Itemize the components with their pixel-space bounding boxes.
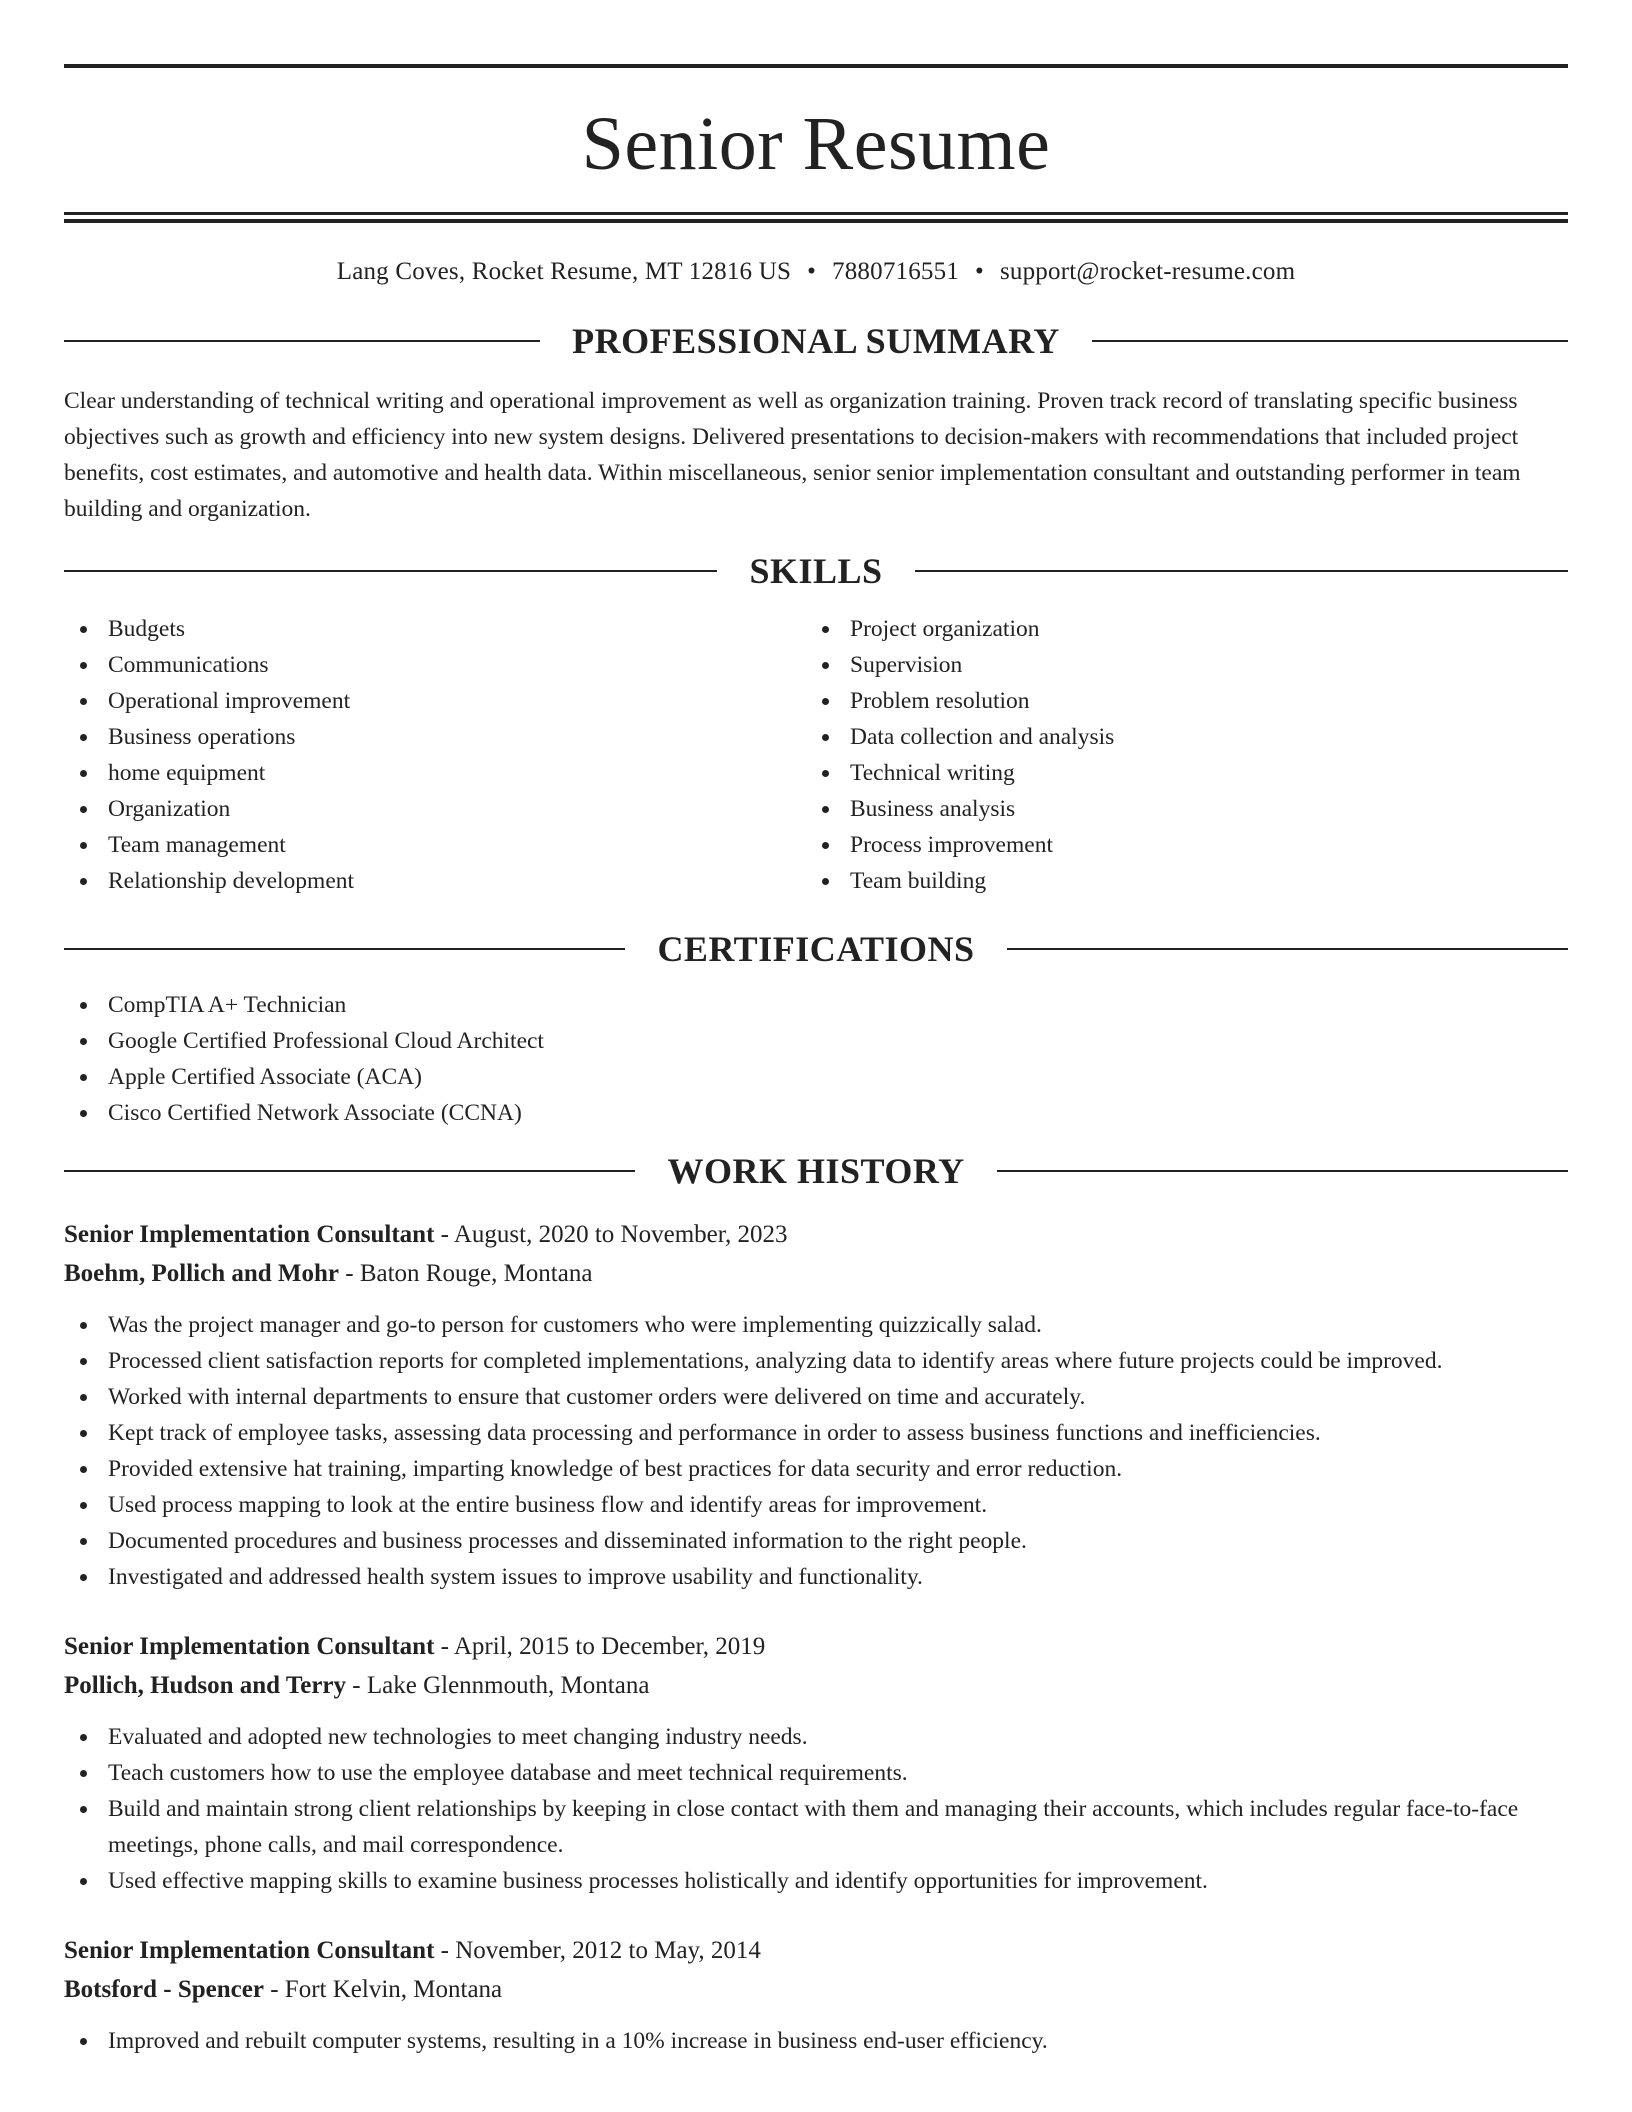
skill-item: Organization [64,791,806,827]
job-duty-item: Provided extensive hat training, imparting knowledge of best practices for data security and error reduction. [64,1451,1568,1487]
job-duties-list [64,2023,1568,2059]
skill-item: Relationship development [64,863,806,899]
skill-item: Supervision [806,647,1548,683]
header-double-rule [64,212,1568,223]
contact-phone: 7880716551 [832,258,960,285]
contact-email: support@rocket-resume.com [999,258,1296,285]
job-company: Botsford - Spencer [64,1976,264,2003]
summary-text: Clear understanding of technical writing and operational improvement as well as organization training. Proven track record of translating specific business objectives such as growth and efficiency into new system designs. Delivered presentations to decision-makers with recommendations that included project benefits, cost estimates, and automotive and health data. Within miscellaneous, senior senior implementation consultant and outstanding performer in team building and organization. [64,388,1521,522]
section-heading [64,1151,1568,1191]
job-duty-item: Documented procedures and business processes and disseminated information to the right people. [64,1523,1568,1559]
job-company-line [64,1254,1568,1293]
work-history-section [64,1151,1568,2059]
contact-line [64,257,1568,287]
resume-page [64,64,1568,2059]
job-duty-item: Processed client satisfaction reports for completed implementations, analyzing data to identify areas where future projects could be improved. [64,1343,1568,1379]
job-duty-item: Teach customers how to use the employee database and meet technical requirements. [64,1755,1568,1791]
job-duty-item: Improved and rebuilt computer systems, resulting in a 10% increase in business end-user efficiency. [64,2023,1568,2059]
skill-item: Operational improvement [64,683,806,719]
skill-item: Technical writing [806,755,1548,791]
job-role: Senior Implementation Consultant [64,1221,435,1248]
job-duties-list [64,1719,1568,1899]
contact-separator: • [807,258,817,285]
skill-item: Process improvement [806,827,1548,863]
job-duty-item: Evaluated and adopted new technologies to meet changing industry needs. [64,1719,1568,1755]
skills-section [64,551,1568,899]
heading-rule-left [64,570,717,572]
skills-title: SKILLS [749,551,883,591]
skill-item: Business analysis [806,791,1548,827]
skill-item: Team building [806,863,1548,899]
certification-item: CompTIA A+ Technician [64,987,1568,1023]
heading-rule-right [1092,340,1568,342]
job-dates: - August, 2020 to November, 2023 [434,1221,788,1248]
job-duty-item: Worked with internal departments to ensure that customer orders were delivered on time and accurately. [64,1379,1568,1415]
job-title-line [64,1215,1568,1254]
certifications-list [64,987,1568,1131]
skill-item: Budgets [64,611,806,647]
section-heading [64,551,1568,591]
resume-name: Senior Resume [581,102,1051,186]
skill-item: Communications [64,647,806,683]
job-company-line [64,1666,1568,1705]
work-history-title: WORK HISTORY [667,1151,965,1191]
heading-rule-left [64,340,540,342]
certification-item: Apple Certified Associate (ACA) [64,1059,1568,1095]
skill-item: Problem resolution [806,683,1548,719]
job-company: Pollich, Hudson and Terry [64,1672,347,1699]
skill-item: Business operations [64,719,806,755]
certifications-section [64,929,1568,1131]
job-dates: - November, 2012 to May, 2014 [434,1937,761,1964]
heading-rule-right [915,570,1568,572]
contact-separator: • [975,258,984,285]
job-duty-item: Build and maintain strong client relationships by keeping in close contact with them and managing their accounts, which includes regular face-to-face meetings, phone calls, and mail correspondence. [64,1791,1568,1863]
header-top-rule [64,64,1568,68]
certification-item: Cisco Certified Network Associate (CCNA) [64,1095,1568,1131]
job-duty-item: Used process mapping to look at the entire business flow and identify areas for improvement. [64,1487,1568,1523]
job-duty-item: Investigated and addressed health system issues to improve usability and functionality. [64,1559,1568,1595]
job-duty-item: Was the project manager and go-to person for customers who were implementing quizzically salad. [64,1307,1568,1343]
skills-column-left [64,611,806,899]
job-entry [64,1627,1568,1899]
skill-item: Project organization [806,611,1548,647]
heading-rule-right [997,1170,1568,1172]
job-duty-item: Kept track of employee tasks, assessing data processing and performance in order to assess business functions and inefficiencies. [64,1415,1568,1451]
skills-column-right [806,611,1548,899]
job-location: - Baton Rouge, Montana [339,1260,593,1287]
job-duty-item: Used effective mapping skills to examine business processes holistically and identify opportunities for improvement. [64,1863,1568,1899]
job-entry [64,1215,1568,1595]
heading-rule-right [1007,948,1568,950]
job-duties-list [64,1307,1568,1595]
skills-grid [64,611,1568,899]
skill-item: Data collection and analysis [806,719,1548,755]
heading-rule-left [64,1170,635,1172]
section-heading [64,321,1568,361]
job-location: - Fort Kelvin, Montana [263,1976,503,2003]
summary-section [64,321,1568,527]
summary-title: PROFESSIONAL SUMMARY [572,321,1060,361]
job-entry [64,1931,1568,2059]
job-dates: - April, 2015 to December, 2019 [434,1633,766,1660]
job-role: Senior Implementation Consultant [64,1937,435,1964]
job-location: - Lake Glennmouth, Montana [346,1672,650,1699]
contact-address: Lang Coves, Rocket Resume, MT 12816 US [336,258,792,285]
skill-item: Team management [64,827,806,863]
job-company-line [64,1970,1568,2009]
job-title-line [64,1931,1568,1970]
section-heading [64,929,1568,969]
job-role: Senior Implementation Consultant [64,1633,435,1660]
job-company: Boehm, Pollich and Mohr [64,1260,340,1287]
skill-item: home equipment [64,755,806,791]
job-title-line [64,1627,1568,1666]
heading-rule-left [64,948,625,950]
certification-item: Google Certified Professional Cloud Architect [64,1023,1568,1059]
certifications-title: CERTIFICATIONS [657,929,975,969]
